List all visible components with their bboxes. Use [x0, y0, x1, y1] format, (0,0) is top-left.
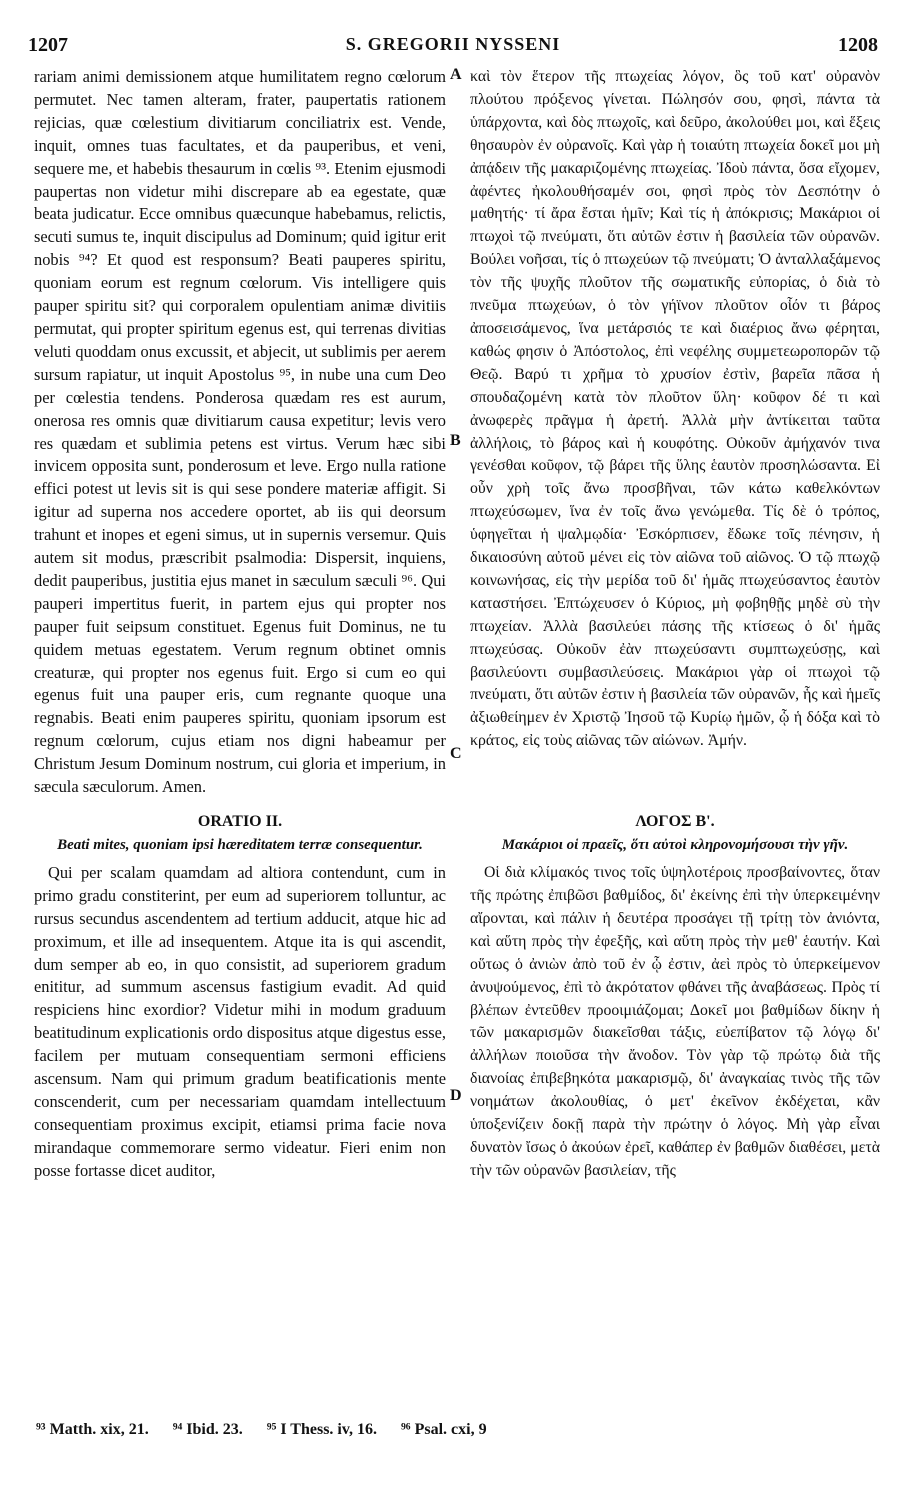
footnote-94: ⁹⁴ Ibid. 23.	[172, 1421, 243, 1438]
margin-letter-b: B	[450, 432, 461, 449]
footnote-95: ⁹⁵ I Thess. iv, 16.	[266, 1421, 377, 1438]
footnote-96: ⁹⁶ Psal. cxi, 9	[400, 1421, 487, 1438]
footnotes	[36, 1421, 876, 1439]
page-number-right: 1208	[838, 34, 878, 56]
oratio-subtitle: Beati mites, quoniam ipsi hæreditatem terræ consequentur.	[57, 836, 423, 853]
greek-column	[470, 66, 880, 1183]
latin-column	[34, 66, 446, 1183]
latin-paragraph-2: Qui per scalam quamdam ad altiora contendunt, cum in primo gradu constiterint, per eum ad superiorem tolluntur, ac rursus secundus ascendentem ad tertium adducit, atque hic ad proximum, et ille ad insequentem. Atque ita is qui ascendit, dum semper ab eo, in quo consistit, ad superiorem gradum enititur, ad summum ascensus fastigium evadit. Ad quid respiciens hinc exordior? Videtur mihi in modum graduum beatitudinum explicationis ordo dispositus atque digestus esse, facilem per mutuam consequentiam sermoni efficiens ascensum. Nam qui primum gradum beatificationis mente conscenderit, cum per necessariam quamdam intellectuum consequentiam proximus excipit, etiamsi prima facie nova mirandaque commemorare sermo videatur. Fieri enim non posse fortasse dicet auditor,	[34, 862, 446, 1180]
margin-letter-c: C	[450, 745, 462, 762]
page-number-left: 1207	[28, 34, 68, 56]
margin-letter-a: A	[450, 66, 462, 83]
latin-paragraph-1: rariam animi demissionem atque humilitatem regno cœlorum permutet. Nec tamen alteram, frater, paupertatis rationem rejicias, quæ cœlestium divitiarum conciliatrix est. Vende, inquit, omnes tuas facultates, et da pauperibus, et veni, sequere me, et habebis thesaurum in cœlis ⁹³. Etenim ejusmodi paupertas non videtur mihi discrepare ab ea egestate, quæ beata judicatur. Ecce omnibus quæcunque habebamus, relictis, secuti sumus te, inquit discipulus ad Dominum; quid igitur erit nobis ⁹⁴? Et quod est responsum? Beati pauperes spiritu, quoniam eorum est regnum cœlorum. Vis intelligere quis pauper spiritu sit? qui corporalem opulentiam animæ divitiis permutat, qui propter spiritum egenus est, qui terrenas divitias veluti quoddam onus excussit, et abjecit, ut sublimis per aerem sursum rapiatur, ut inquit Apostolus ⁹⁵, in nube una cum Deo per cœlestia tendens. Ponderosa quædam res est aurum, onerosa res omnis quæ divitiarum causa expetitur; levis vero res quædam et sublimia petens est virtus. Verum hæc sibi invicem opposita sunt, ponderosum et leve. Ergo nulla ratione effici potest ut levis sit is qui sese pondere materiæ affigit. Si igitur ad superna nos accedere oportet, ab iis qui deorsum trahunt et inopes et egeni simus, ut in supernis versemur. Quis autem sit modus, præscribit psalmodia: Dispersit, inquiens, dedit pauperibus, justitia ejus manet in sæculum sæculi ⁹⁶. Qui pauperi impertitus fuerit, in partem ejus qui propter nos pauper fuit seipsum constituet. Egenus fuit Dominus, ne tu quidem metuas egestatem. Verum regnum obtinet omnis creaturæ, qui propter nos egenus fuit. Ergo si cum eo qui egenus fuit una pauper eris, cum regnante quoque una regnabis. Beati enim pauperes spiritu, quoniam ipsorum est regnum cœlorum, cujus etiam nos digni habeamur per Christum Jesum Dominum nostrum, cui gloria et imperium, in sæcula sæculorum. Amen.	[34, 67, 446, 797]
page-header	[28, 34, 878, 60]
running-title: S. GREGORII NYSSENI	[345, 34, 561, 54]
logos-subtitle: Μακάριοι οἱ πραεῖς, ὅτι αὐτοὶ κληρονομήσουσι τὴν γῆν.	[501, 837, 849, 854]
greek-paragraph-2: Οἱ διὰ κλίμακός τινος τοῖς ὑψηλοτέροις προσβαίνοντες, ὅταν τῆς πρώτης ἐπιβῶσι βαθμίδος, δι' ἐκείνης ἐπὶ τὴν ὑπερκειμένην αἴρονται, καὶ πάλιν ἡ δευτέρα προσάγει τῇ τρίτῃ τὸν ἀνιόντα, καὶ αὕτη πρὸς τὴν ἐφεξῆς, καὶ αὕτη πρὸς τὴν μεθ' ἑαυτήν. Καὶ οὕτως ὁ ἀνιὼν ἀπὸ τοῦ ἐν ᾧ ἐστιν, ἀεὶ πρὸς τὸ ὑπερκείμενον ἀνυψούμενος, ἐπὶ τὸ ἀκρότατον φθάνει τῆς ἀναβάσεως. Πρὸς τί βλέπων ἐντεῦθεν προοιμιάζομαι; Δοκεῖ μοι βαθμίδων δίκην ἡ τῶν μακαρισμῶν διακεῖσθαι τάξις, εὐεπίβατον τῷ λόγῳ δι' ἀλλήλων ποιοῦσα τὴν ἄνοδον. Τὸν γὰρ τῷ πρώτῳ διὰ τῆς διανοίας ἐπιβεβηκότα μακαρισμῷ, δι' ἀναγκαίας τινὸς τῆς τῶν νοημάτων ἀκολουθίας, ὁ μετ' ἐκεῖνον ἐκδέχεται, κἂν ὑποξενίζειν δοκῇ παρὰ τὴν πρώτην ὁ λόγος. Μὴ γὰρ εἶναι δυνατὸν ἴσως ὁ ἀκούων ἐρεῖ, καθάπερ ἐν βαθμῶν διαθέσει, μετὰ τὴν τῶν οὐρανῶν βασιλείαν, τῆς	[470, 864, 880, 1179]
logos-title: ΛΟΓΟΣ Β'.	[635, 813, 715, 831]
margin-letter-d: D	[450, 1087, 462, 1104]
greek-paragraph-1: καὶ τὸν ἕτερον τῆς πτωχείας λόγον, ὃς τοῦ κατ' οὐρανὸν πλούτου πρόξενος γίνεται. Πώλησόν σου, φησὶ, πάντα τὰ ὑπάρχοντα, καὶ δὸς πτωχοῖς, καὶ δεῦρο, ἀκολούθει μοι, καὶ ἕξεις θησαυρὸν ἐν οὐρανοῖς. Καὶ γὰρ ἡ τοιαύτη πτωχεία δοκεῖ μοι μὴ ἀπᾴδειν τῆς μακαριζομένης πτωχείας. Ἰδοὺ πάντα, ὅσα εἴχομεν, ἀφέντες ἠκολουθήσαμέν σοι, φησὶ πρὸς τὸν Δεσπότην ὁ μαθητής· τί ἄρα ἔσται ἡμῖν; Καὶ τίς ἡ ἀπόκρισις; Μακάριοι οἱ πτωχοὶ τῷ πνεύματι, ὅτι αὐτῶν ἐστιν ἡ βασιλεία τῶν οὐρανῶν. Βούλει νοῆσαι, τίς ὁ πτωχεύων τῷ πνεύματι; Ὁ ἀνταλλαξάμενος τὸν τῆς ψυχῆς πλοῦτον τῆς σωματικῆς εὐπορίας, ὁ διὰ τὸ πνεῦμα πτωχεύων, ὁ τὸν γήϊνον πλοῦτον οἷόν τι βάρος ἀποσεισάμενος, ἵνα μετάρσιός τε καὶ διαέριος ἄνω φέρηται, καθώς φησιν ὁ Ἀπόστολος, ἐπὶ νεφέλης συμμετεωροπορῶν τῷ Θεῷ. Βαρύ τι χρῆμα τὸ χρυσίον ἐστὶν, βαρεῖα πᾶσα ἡ σπουδαζομένη κατὰ τὸν πλοῦτον ὕλη· κοῦφον δέ τι καὶ ἀνωφερὲς πρᾶγμα ἡ ἀρετή. Ἀλλὰ μὴν ἀντίκειται ταῦτα ἀλλήλοις, τὸ βάρος καὶ ἡ κουφότης. Οὐκοῦν ἀμήχανόν τινα γενέσθαι κοῦφον, τῷ βάρει τῆς ὕλης ἑαυτὸν προσηλώσαντα. Εἰ οὖν χρὴ τοῖς ἄνω προσβῆναι, τῶν κάτω καθελκόντων πτωχεύσωμεν, ἵνα ἐν τοῖς ἄνω γενώμεθα. Τίς δὲ ὁ τρόπος, ὑφηγεῖται ἡ ψαλμῳδία· Ἐσκόρπισεν, ἔδωκε τοῖς πένησιν, ἡ δικαιοσύνη αὐτοῦ μένει εἰς τὸν αἰῶνα τοῦ αἰῶνος. Ὁ τῷ πτωχῷ κοινωνήσας, εἰς τὴν μερίδα τοῦ δι' ἡμᾶς πτωχεύσαντος ἑαυτὸν καταστήσει. Ἐπτώχευσεν ὁ Κύριος, μὴ φοβηθῇς μηδὲ σὺ τὴν πτωχείαν. Ἀλλὰ βασιλεύει πάσης τῆς κτίσεως ὁ δι' ἡμᾶς πτωχεύσας. Οὐκοῦν ἐὰν πτωχεύσαντι συμπτωχεύσῃς, καὶ βασιλεύοντι συμβασιλεύσεις. Μακάριοι γὰρ οἱ πτωχοὶ τῷ πνεύματι, ὅτι αὐτῶν ἐστιν ἡ βασιλεία τῶν οὐρανῶν, ἧς καὶ ἡμεῖς ἀξιωθείημεν ἐν Χριστῷ Ἰησοῦ τῷ Κυρίῳ ἡμῶν, ᾧ ἡ δόξα καὶ τὸ κράτος, εἰς τοὺς αἰῶνας τῶν αἰώνων. Ἀμήν.	[470, 68, 880, 750]
oratio-title: ORATIO II.	[197, 813, 283, 830]
footnote-93: ⁹³ Matth. xix, 21.	[36, 1421, 149, 1438]
